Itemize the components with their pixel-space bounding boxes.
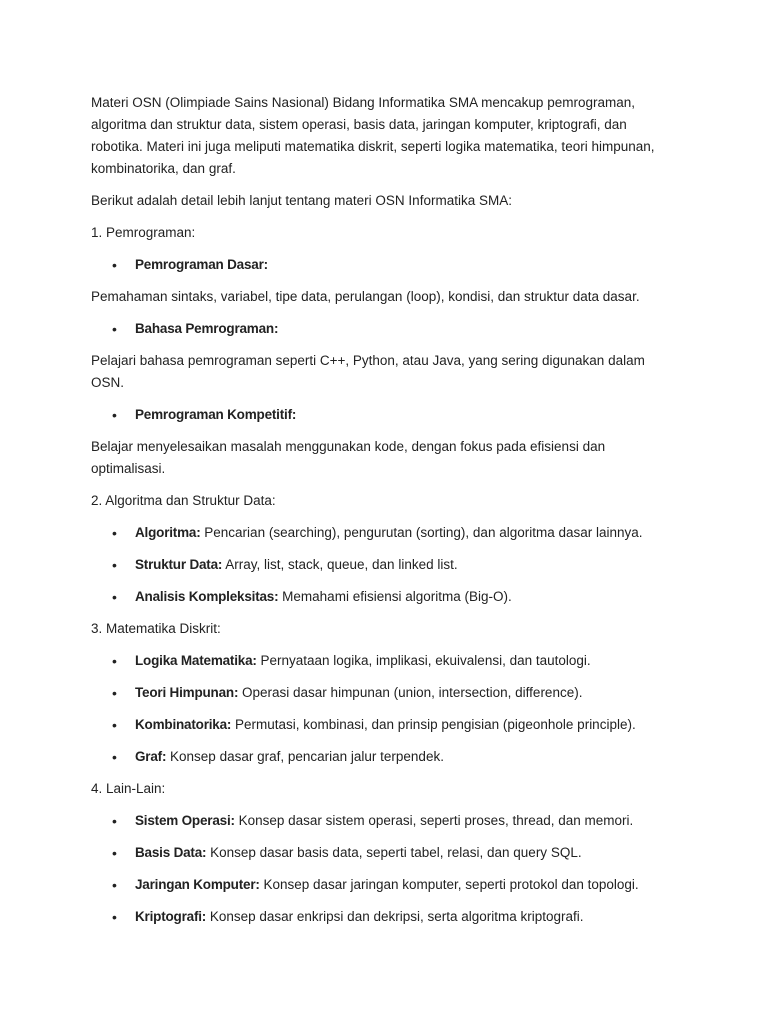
- item-description: Memahami efisiensi algoritma (Big-O).: [282, 589, 512, 604]
- item-description: Konsep dasar enkripsi dan dekripsi, serta algoritma kriptografi.: [209, 909, 584, 924]
- item-description: Konsep dasar graf, pencarian jalur terpendek.: [170, 749, 444, 764]
- item-detail-paragraph: Pelajari bahasa pemrograman seperti C++, Python, atau Java, yang sering digunakan dalam OSN.: [91, 353, 645, 390]
- item-description: Pernyataan logika, implikasi, ekuivalensi, dan tautologi.: [260, 653, 591, 668]
- section-heading-pemrograman: 1. Pemrograman:: [91, 225, 196, 240]
- item-term: Jaringan Komputer:: [135, 877, 260, 892]
- item-description: Konsep dasar sistem operasi, seperti proses, thread, dan memori.: [238, 813, 634, 828]
- list-item: [91, 650, 671, 672]
- item-term: Algoritma:: [135, 525, 201, 540]
- item-term: Pemrograman Kompetitif:: [135, 407, 297, 422]
- item-term: Logika Matematika:: [135, 653, 257, 668]
- item-term: Bahasa Pemrograman:: [135, 321, 279, 336]
- item-description: Operasi dasar himpunan (union, intersection, difference).: [242, 685, 583, 700]
- bullet-list: [91, 404, 671, 426]
- item-term: Graf:: [135, 749, 167, 764]
- item-description: Konsep dasar basis data, seperti tabel, relasi, dan query SQL.: [210, 845, 582, 860]
- item-description: Permutasi, kombinasi, dan prinsip pengisian (pigeonhole principle).: [234, 717, 636, 732]
- list-item: [91, 810, 671, 832]
- section-heading-matematika-diskrit: 3. Matematika Diskrit:: [91, 621, 221, 636]
- item-description: Pencarian (searching), pengurutan (sorting), dan algoritma dasar lainnya.: [204, 525, 643, 540]
- item-term: Struktur Data:: [135, 557, 223, 572]
- list-item: [91, 522, 671, 544]
- item-term: Analisis Kompleksitas:: [135, 589, 279, 604]
- list-item: [91, 714, 671, 736]
- list-item: [91, 906, 671, 928]
- list-item: [91, 842, 671, 864]
- item-term: Kombinatorika:: [135, 717, 232, 732]
- item-term: Sistem Operasi:: [135, 813, 235, 828]
- list-item: [91, 318, 671, 340]
- item-term: Teori Himpunan:: [135, 685, 239, 700]
- section-heading-algoritma: 2. Algoritma dan Struktur Data:: [91, 493, 276, 508]
- intro-lead-paragraph: Berikut adalah detail lebih lanjut tentang materi OSN Informatika SMA:: [91, 193, 512, 208]
- item-term: Pemrograman Dasar:: [135, 257, 268, 272]
- bullet-list: [91, 254, 671, 276]
- item-detail-paragraph: Belajar menyelesaikan masalah menggunakan kode, dengan fokus pada efisiensi dan optimalisasi.: [91, 439, 606, 476]
- intro-paragraph: Materi OSN (Olimpiade Sains Nasional) Bidang Informatika SMA mencakup pemrograman, algoritma dan struktur data, sistem operasi, basis data, jaringan komputer, kriptografi, dan robotika. Materi ini juga meliputi matematika diskrit, seperti logika matematika, teori himpunan, kombinatorika, dan graf.: [91, 95, 655, 176]
- list-item: [91, 404, 671, 426]
- list-item: [91, 746, 671, 768]
- list-item: [91, 254, 671, 276]
- item-term: Kriptografi:: [135, 909, 207, 924]
- document-page: [91, 92, 671, 938]
- item-description: Konsep dasar jaringan komputer, seperti protokol dan topologi.: [263, 877, 639, 892]
- bullet-list: [91, 522, 671, 608]
- bullet-list: [91, 810, 671, 928]
- bullet-list: [91, 318, 671, 340]
- section-heading-lain-lain: 4. Lain-Lain:: [91, 781, 166, 796]
- list-item: [91, 554, 671, 576]
- item-description: Array, list, stack, queue, dan linked list.: [225, 557, 458, 572]
- list-item: [91, 874, 671, 896]
- list-item: [91, 586, 671, 608]
- item-term: Basis Data:: [135, 845, 207, 860]
- list-item: [91, 682, 671, 704]
- bullet-list: [91, 650, 671, 768]
- item-detail-paragraph: Pemahaman sintaks, variabel, tipe data, perulangan (loop), kondisi, dan struktur data dasar.: [91, 289, 640, 304]
